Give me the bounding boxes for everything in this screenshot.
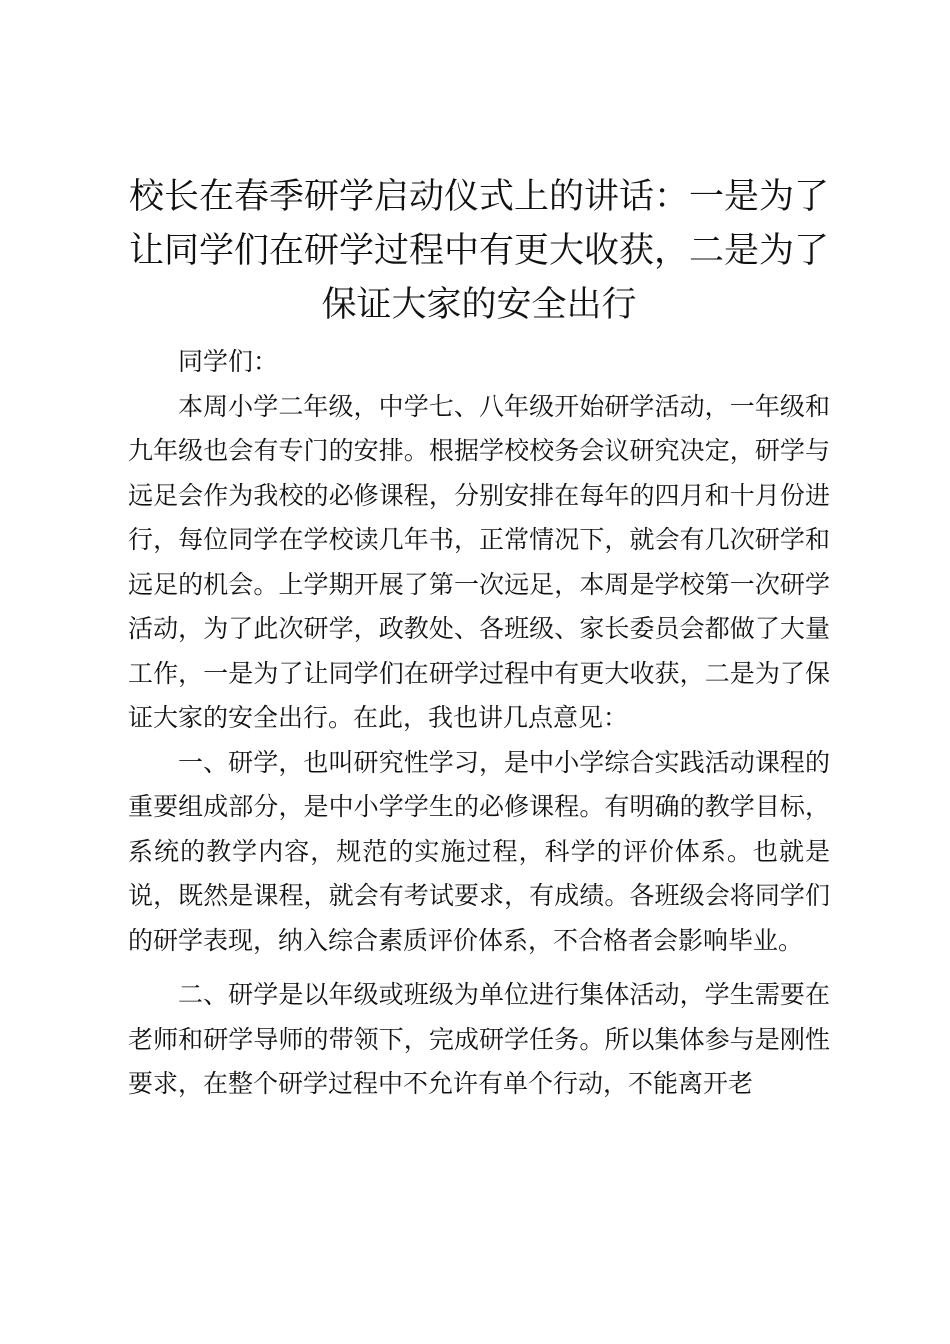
paragraph-point-two: 二、研学是以年级或班级为单位进行集体活动，学生需要在老师和研学导师的带领下，完成研学任务。所以集体参与是刚性要求，在整个研学过程中不允许有单个行动，不能离开老 xyxy=(128,980,830,1098)
document-title: 校长在春季研学启动仪式上的讲话：一是为了让同学们在研学过程中有更大收获，二是为了保证大家的安全出行 xyxy=(128,177,829,325)
document-page xyxy=(128,170,830,1107)
greeting: 同学们： xyxy=(178,347,279,376)
paragraph-intro: 本周小学二年级，中学七、八年级开始研学活动，一年级和九年级也会有专门的安排。根据学校校务会议研究决定，研学与远足会作为我校的必修课程，分别安排在每年的四月和十月份进行，每位同学在学校读几年书，正常情况下，就会有几次研学和远足的机会。上学期开展了第一次远足，本周是学校第一次研学活动，为了此次研学，政教处、各班级、家长委员会都做了大量工作，一是为了让同学们在研学过程中有更大收获，二是为了保证大家的安全出行。在此，我也讲几点意见： xyxy=(128,391,830,732)
paragraph-point-one: 一、研学，也叫研究性学习，是中小学综合实践活动课程的重要组成部分，是中小学学生的必修课程。有明确的教学目标，系统的教学内容，规范的实施过程，科学的评价体系。也就是说，既然是课程，就会有考试要求，有成绩。各班级会将同学们的研学表现，纳入综合素质评价体系，不合格者会影响毕业。 xyxy=(128,747,830,955)
